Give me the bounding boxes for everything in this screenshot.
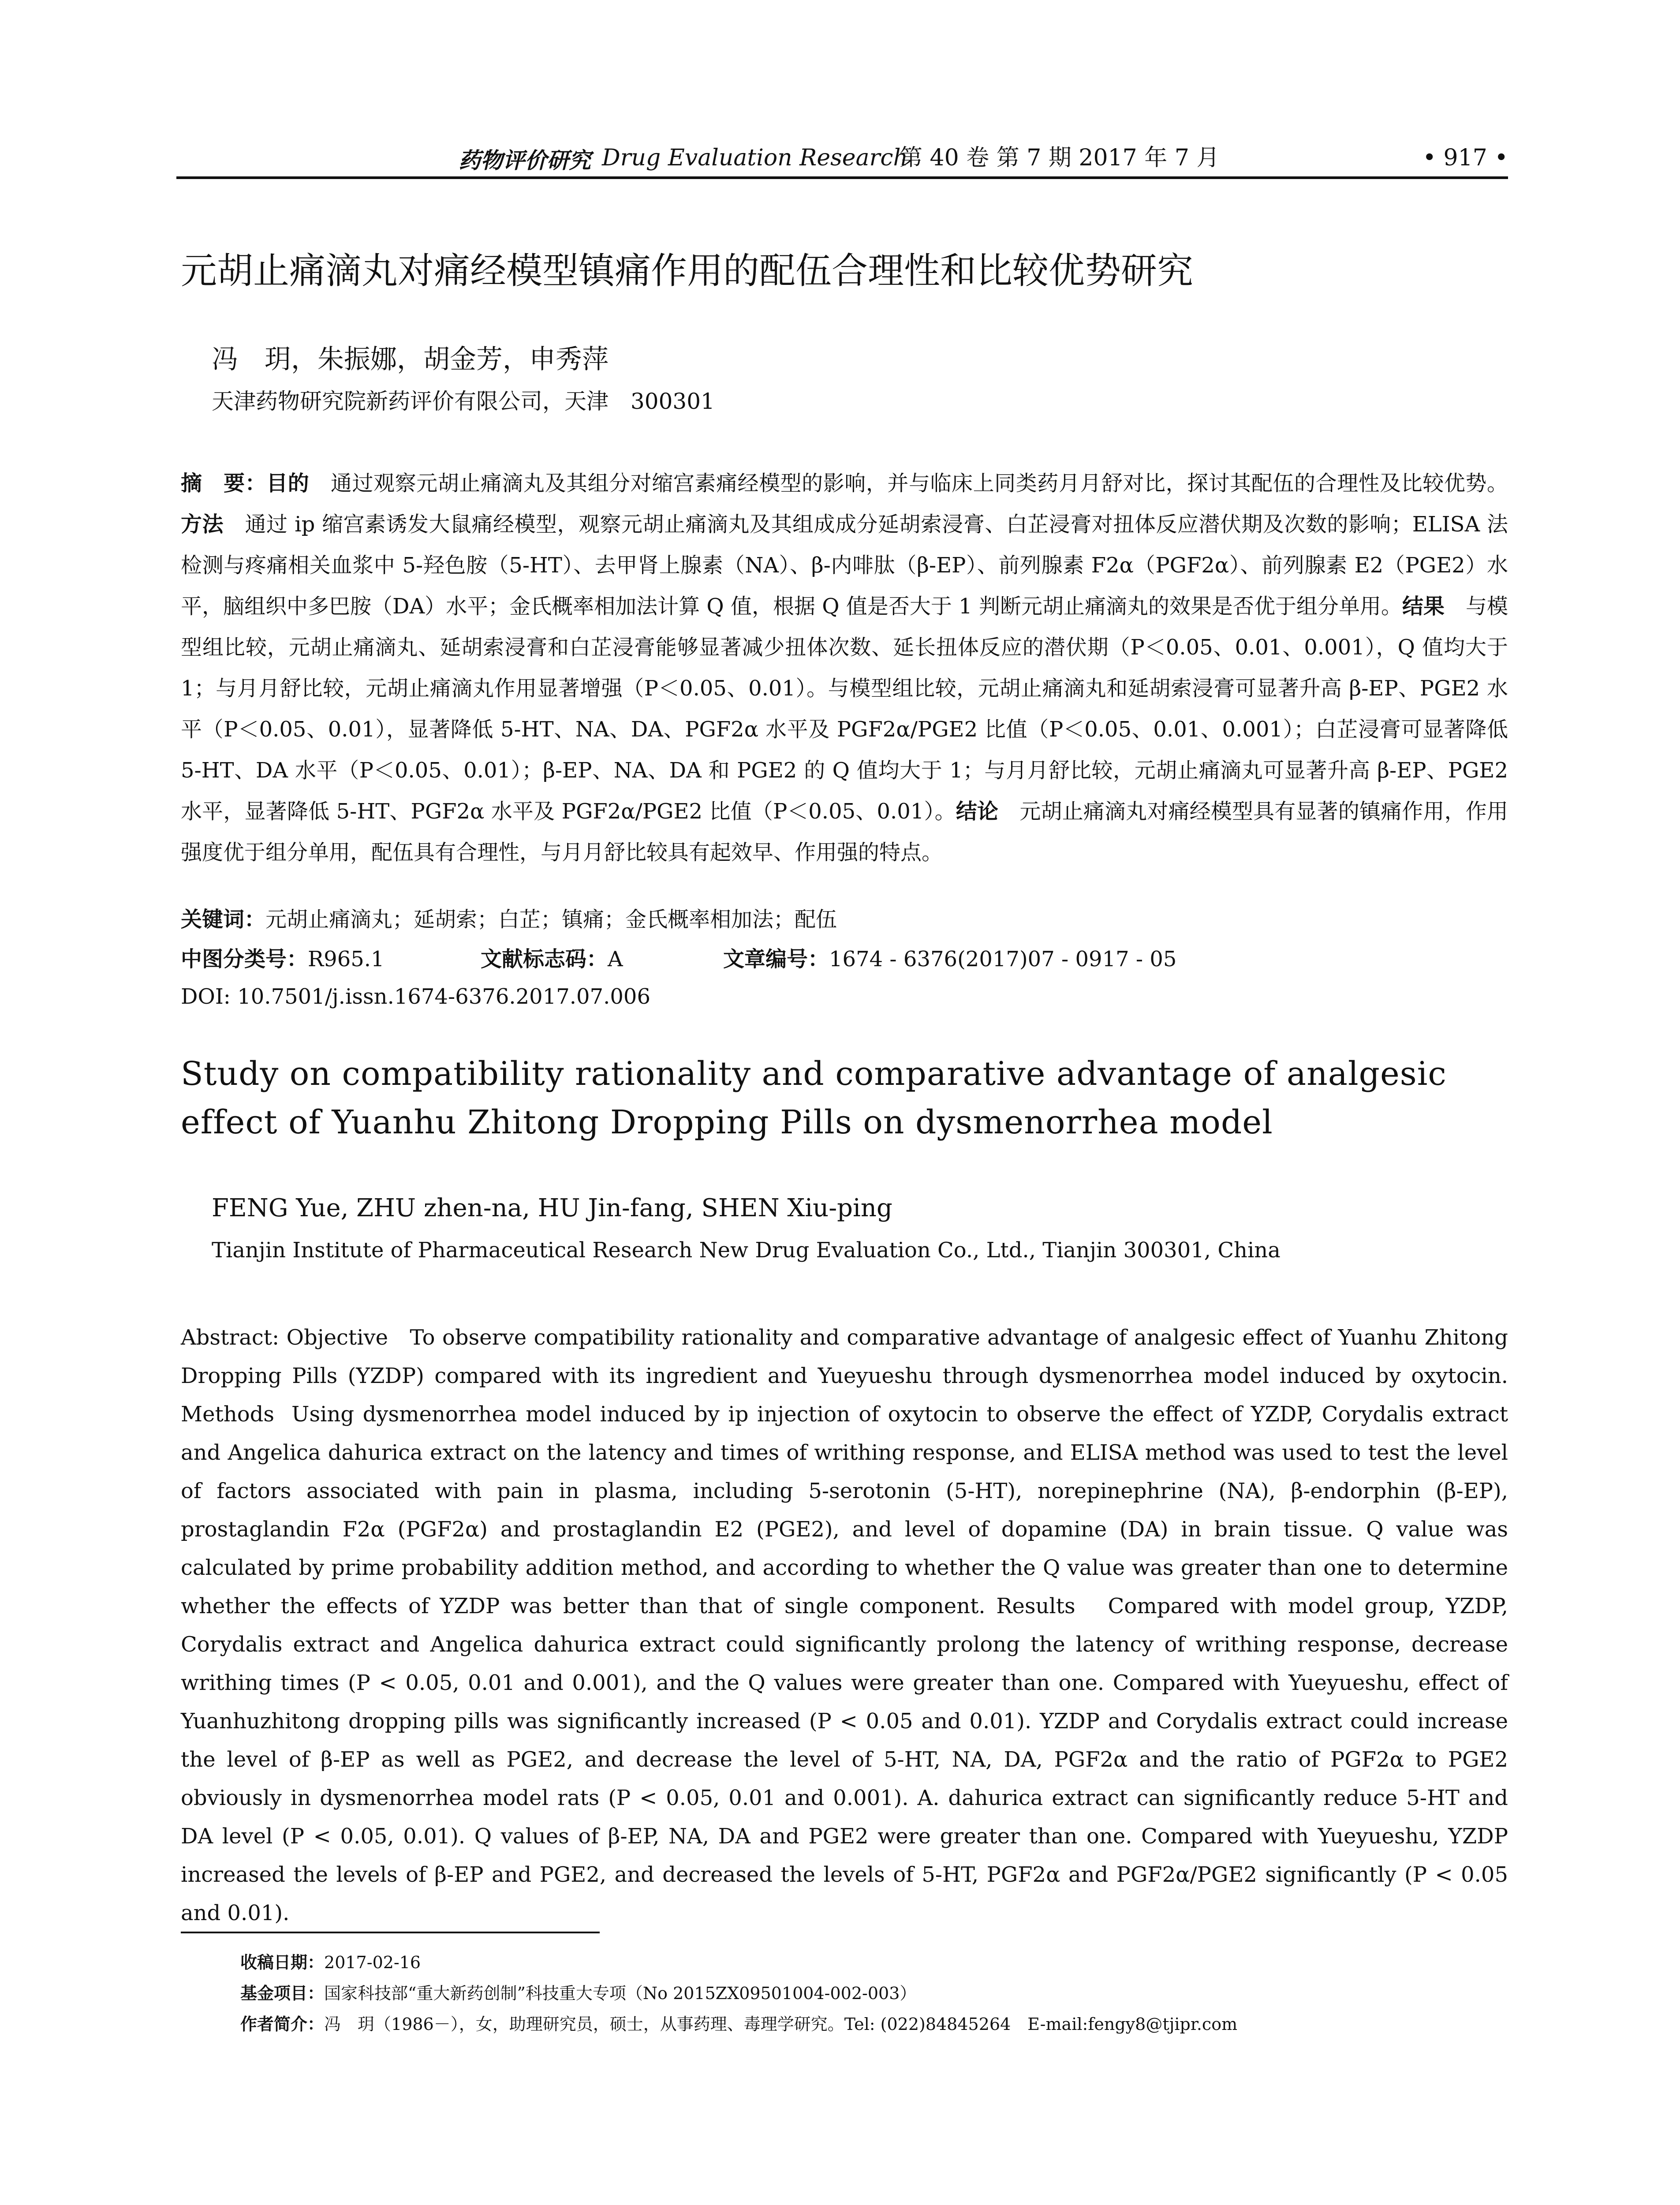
header-divider (176, 176, 1508, 179)
fund-text: 国家科技部“重大新药创制”科技重大专项（No 2015ZX09501004-002-003） (324, 1984, 917, 2003)
footnote-received (240, 1949, 1519, 1976)
footnote-fund (240, 1980, 1519, 2007)
fund-label: 基金项目： (240, 1984, 325, 2003)
methods-zh: 通过 ip 缩宫素诱发大鼠痛经模型，观察元胡止痛滴丸及其组成成分延胡索浸膏、白芷浸膏对扭体反应潜伏期及次数的影响；ELISA 法检测与疼痛相关血浆中 5-羟色胺（5-HT）、去甲肾上腺素（NA）、β-内啡肽（β-EP）、前列腺素 F2α（PGF2α）、前列腺素 E2（PGE2）水平，脑组织中多巴胺（DA）水平；金氏概率相加法计算 Q 值，根据 Q 值是否大于 1 判断元胡止痛滴丸的效果是否优于组分单用。 (181, 512, 1508, 619)
clc-label: 中图分类号： (181, 947, 308, 972)
abstract-en (181, 1319, 1508, 1932)
classification-line (181, 942, 1508, 977)
running-header (176, 140, 1508, 176)
affiliation-zh: 天津药物研究院新药评价有限公司，天津 300301 (212, 389, 715, 414)
keywords-zh-value: 元胡止痛滴丸；延胡索；白芷；镇痛；金氏概率相加法；配伍 (265, 907, 837, 932)
clc-value: R965.1 (308, 947, 385, 972)
results-label-en: Results (996, 1594, 1075, 1618)
journal-name-en: Drug Evaluation Research (602, 145, 908, 171)
abstract-zh (181, 463, 1508, 873)
authors-zh: 冯 玥，朱振娜，胡金芳，申秀萍 (212, 344, 609, 375)
footnote-author (240, 2011, 1519, 2037)
received-label: 收稿日期： (240, 1953, 325, 1972)
journal-cn-logo: 药物评价研究 (459, 147, 591, 173)
objective-en: To observe compatibility rationality and comparative advantage of analgesic effect of Yuanhu Zhitong Dropping Pills (YZDP) compared with its ingredient and Yueyueshu through dysmenorrhea model induced by oxytocin. (181, 1325, 1508, 1388)
abstract-en-label: Abstract: (181, 1325, 280, 1350)
issue-info: 第 40 卷 第 7 期 2017 年 7 月 (900, 145, 1220, 171)
authors-en: FENG Yue, ZHU zhen-na, HU Jin-fang, SHEN Xiu-ping (212, 1194, 892, 1222)
title-zh: 元胡止痛滴丸对痛经模型镇痛作用的配伍合理性和比较优势研究 (181, 250, 1194, 292)
conclusion-label-zh: 结论 (956, 799, 999, 824)
methods-en: Using dysmenorrhea model induced by ip injection of oxytocin to observe the effect of YZDP, Corydalis extract and Angelica dahurica extract on the latency and times of writhing response, and ELISA method was used to test the level of factors associated with pain in plasma, including 5-serotonin (5-HT), norepinephrine (NA), β-endorphin (β-EP), prostaglandin F2α (PGF2α) and prostaglandin E2 (PGE2), and level of dopamine (DA) in brain tissue. Q value was calculated by prime probability addition method, and according to whether the Q value was greater than one to determine whether the effects of YZDP was better than that of single component. (181, 1402, 1508, 1618)
methods-label-zh: 方法 (181, 512, 224, 537)
doi: DOI: 10.7501/j.issn.1674-6376.2017.07.006 (181, 984, 650, 1009)
objective-label-en: Objective (286, 1325, 388, 1350)
keywords-zh (181, 902, 1508, 937)
doc-code-value: A (608, 947, 623, 972)
author-bio-text: 冯 玥（1986－），女，助理研究员，硕士，从事药理、毒理学研究。Tel: (022)84845264 E-mail:fengy8@tjipr.com (324, 2014, 1238, 2034)
page-number: • 917 • (1422, 145, 1508, 171)
methods-label-en: Methods (181, 1402, 275, 1427)
objective-label-zh: 目的 (266, 471, 310, 496)
article-no-label: 文章编号： (723, 947, 829, 972)
author-bio-label: 作者简介： (240, 2014, 325, 2034)
keywords-zh-label: 关键词： (181, 907, 266, 932)
results-label-zh: 结果 (1402, 594, 1445, 619)
footnote-divider (181, 1932, 600, 1933)
abstract-zh-label: 摘 要： (181, 471, 267, 496)
title-en: Study on compatibility rationality and comparative advantage of analgesic effect of Yuanhu Zhitong Dropping Pills on dysmenorrhea model (181, 1055, 1447, 1141)
objective-zh: 通过观察元胡止痛滴丸及其组分对缩宫素痛经模型的影响，并与临床上同类药月月舒对比，探讨其配伍的合理性及比较优势。 (330, 471, 1508, 496)
received-date: 2017-02-16 (324, 1953, 421, 1972)
article-no-value: 1674 - 6376(2017)07 - 0917 - 05 (829, 947, 1177, 972)
doc-code-label: 文献标志码： (481, 947, 608, 972)
results-en: Compared with model group, YZDP, Corydalis extract and Angelica dahurica extract could significantly prolong the latency of writhing response, decrease writhing times (P < 0.05, 0.01 and 0.001), and the Q values were greater than one. Compared with Yueyueshu, effect of Yuanhuzhitong dropping pills was significantly increased (P < 0.05 and 0.01). YZDP and Corydalis extract could increase the level of β-EP as well as PGE2, and decrease the level of 5-HT, NA, DA, PGF2α and the ratio of PGF2α to PGE2 obviously in dysmenorrhea model rats (P < 0.05, 0.01 and 0.001). A. dahurica extract can significantly reduce 5-HT and DA level (P < 0.05, 0.01). Q values of β-EP, NA, DA and PGE2 were greater than one. Compared with Yueyueshu, YZDP increased the levels of β-EP and PGE2, and decreased the levels of 5-HT, PGF2α and PGF2α/PGE2 significantly (P < 0.05 and 0.01). (181, 1594, 1508, 1925)
results-zh: 与模型组比较，元胡止痛滴丸、延胡索浸膏和白芷浸膏能够显著减少扭体次数、延长扭体反应的潜伏期（P＜0.05、0.01、0.001），Q 值均大于 1；与月月舒比较，元胡止痛滴丸作用显著增强（P＜0.05、0.01）。与模型组比较，元胡止痛滴丸和延胡索浸膏可显著升高 β-EP、PGE2 水平（P＜0.05、0.01），显著降低 5-HT、NA、DA、PGF2α 水平及 PGF2α/PGE2 比值（P＜0.05、0.01、0.001）；白芷浸膏可显著降低 5-HT、DA 水平（P＜0.05、0.01）；β-EP、NA、DA 和 PGE2 的 Q 值均大于 1；与月月舒比较，元胡止痛滴丸可显著升高 β-EP、PGE2 水平，显著降低 5-HT、PGF2α 水平及 PGF2α/PGE2 比值（P＜0.05、0.01）。 (181, 594, 1508, 824)
affiliation-en: Tianjin Institute of Pharmaceutical Research New Drug Evaluation Co., Ltd., Tianjin 300301, China (212, 1238, 1281, 1263)
conclusion-zh: 元胡止痛滴丸对痛经模型具有显著的镇痛作用，作用强度优于组分单用，配伍具有合理性，与月月舒比较具有起效早、作用强的特点。 (181, 799, 1508, 865)
